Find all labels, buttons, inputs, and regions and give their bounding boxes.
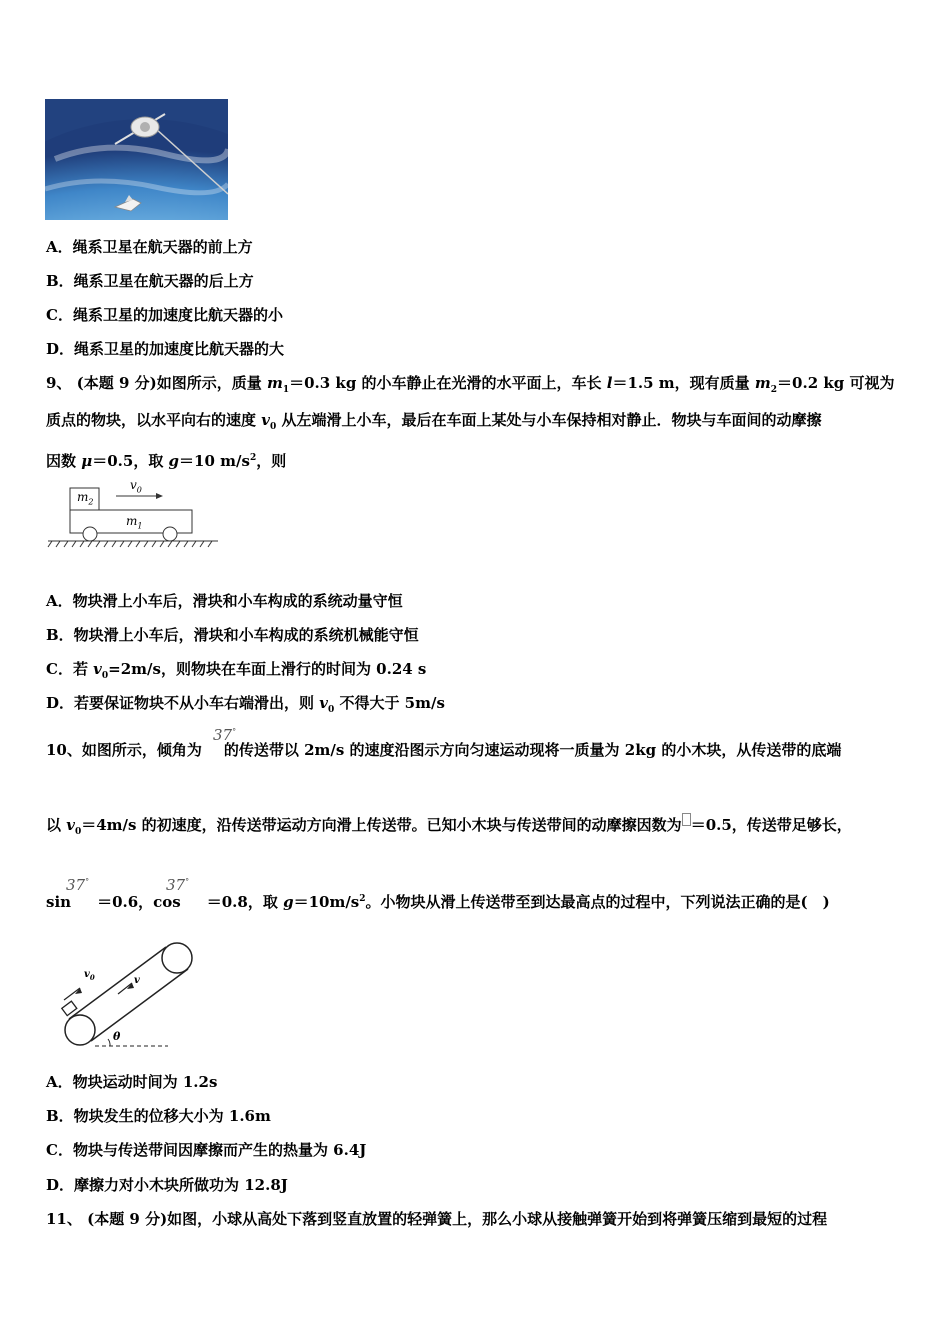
cart-diagram	[46, 478, 221, 550]
satellite-option-c: C．绳系卫星的加速度比航天器的小	[46, 306, 283, 324]
q10-option-b: B．物块发生的位移大小为 1.6m	[46, 1107, 271, 1125]
q9-line-2: 质点的物块，以水平向右的速度 $v_0$ 从左端滑上小车，最后在车面上某处与小车保持相对静止．物块与车面间的动摩擦	[46, 411, 822, 432]
cart-v0-label: $v_0$	[130, 478, 142, 495]
satellite-option-d: D．绳系卫星的加速度比航天器的大	[46, 340, 285, 358]
cart-m1-label: $m_1$	[126, 514, 143, 531]
q9-option-d: D．若要保证物块不从小车右端滑出，则 $v_0$ 不得大于 5m/s	[46, 694, 445, 715]
q11-line-1: 11、 (本题 9 分)如图，小球从高处下落到竖直放置的轻弹簧上，那么小球从接触弹簧开始到将弹簧压缩到最短的过程	[46, 1210, 828, 1228]
q10-option-d: D．摩擦力对小木块所做功为 12.8J	[46, 1176, 288, 1194]
conveyor-theta-label: θ	[113, 1030, 121, 1043]
q10-angle-3: 37°	[166, 876, 190, 894]
q10-line-1: 10、如图所示，倾角为 的传送带以 2m/s 的速度沿图示方向匀速运动现将一质量为 2kg 的小木块，从传送带的底端	[46, 741, 842, 759]
satellite-option-b: B．绳系卫星在航天器的后上方	[46, 272, 254, 290]
conveyor-v-label: v	[134, 975, 140, 986]
q10-line-2: 以 $v_0=4m/s$ 的初速度，沿传送带运动方向滑上传送带。已知小木块与传送带间的动摩擦因数为 ＝0.5，传送带足够长，	[46, 815, 852, 842]
q9-option-c: C．若 $v_0=2m/s$，则物块在车面上滑行的时间为 0.24 s	[46, 660, 427, 681]
conveyor-v0-label: $v_0$	[84, 969, 95, 982]
satellite-option-a: A．绳系卫星在航天器的前上方	[46, 238, 253, 256]
q10-line-3: sin ＝0.6，cos ＝0.8，取 $g=10m/s^2$。小物块从滑上传送带至到达最高点的过程中，下列说法正确的是( )	[46, 893, 830, 911]
cart-m2-label: $m_2$	[77, 490, 94, 507]
q9-line-1: 9、 (本题 9 分)如图所示，质量 $m_1=0.3$ kg 的小车静止在光滑的水平面上，车长 l＝1.5 m，现有质量 $m_2=0.2$ kg 可视为	[46, 374, 895, 395]
conveyor-diagram	[56, 938, 201, 1054]
q10-option-a: A．物块运动时间为 1.2s	[46, 1073, 218, 1091]
q9-option-a: A．物块滑上小车后，滑块和小车构成的系统动量守恒	[46, 592, 403, 610]
q10-angle-1: 37°	[213, 726, 237, 744]
q10-angle-2: 37°	[66, 876, 90, 894]
q9-option-b: B．物块滑上小车后，滑块和小车构成的系统机械能守恒	[46, 626, 419, 644]
q10-option-c: C．物块与传送带间因摩擦而产生的热量为 6.4J	[46, 1141, 367, 1159]
q9-line-3: 因数 μ＝0.5，取 g＝10 $m/s^2$，则	[46, 452, 287, 470]
satellite-photo	[45, 99, 228, 220]
mu-placeholder-icon	[682, 813, 691, 826]
